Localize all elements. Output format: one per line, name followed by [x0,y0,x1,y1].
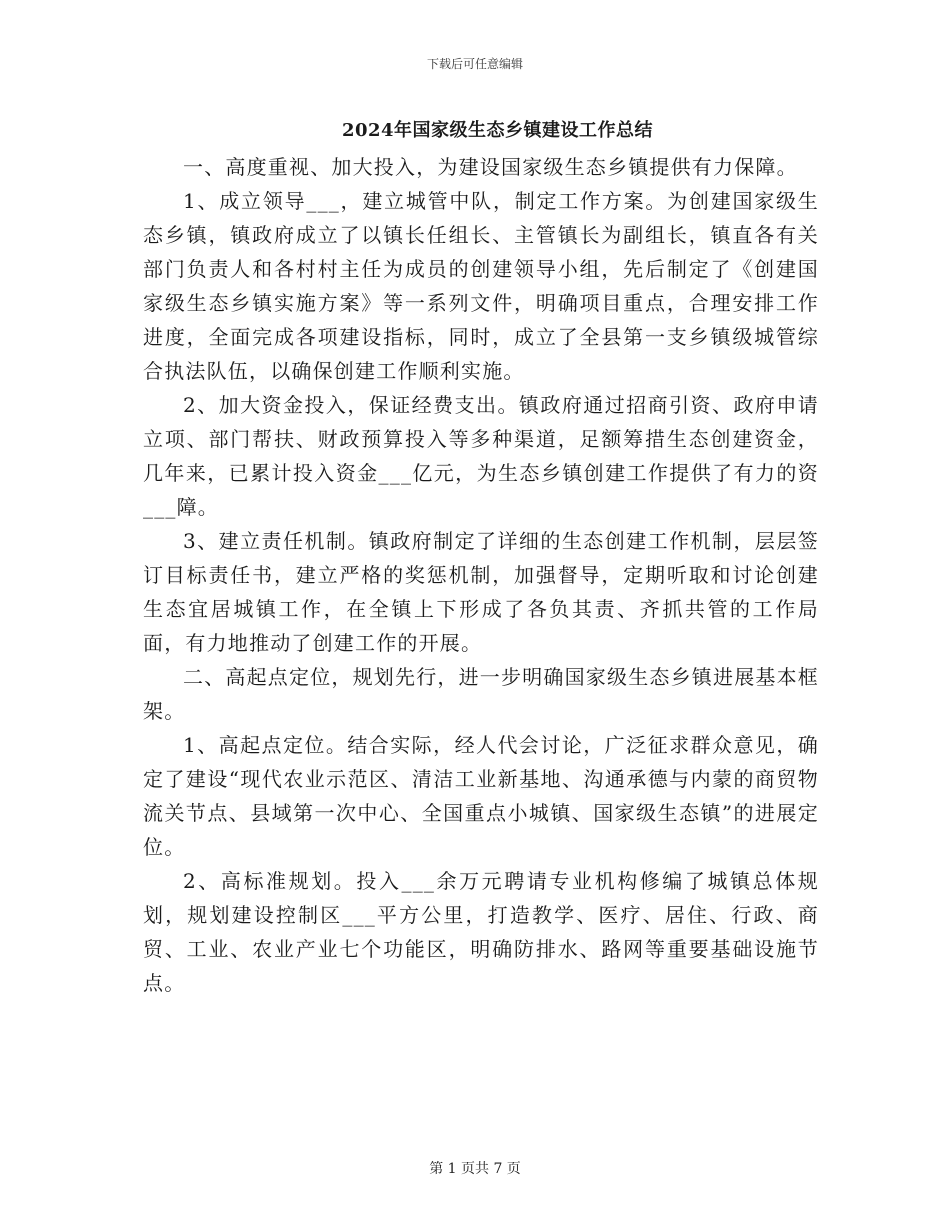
paragraph-1-3: 3、建立责任机制。镇政府制定了详细的生态创建工作机制，层层签订目标责任书，建立严格的奖惩机制，加强督导，定期听取和讨论创建生态宜居城镇工作，在全镇上下形成了各负其责、齐抓共管的工作局面，有力地推动了创建工作的开展。 [143,529,819,655]
document-body [143,150,819,1000]
page-number: 第 1 页共 7 页 [429,1161,521,1177]
paragraph-1-2: 2、加大资金投入，保证经费支出。镇政府通过招商引资、政府申请立项、部门帮扶、财政预算投入等多种渠道，足额筹措生态创建资金，几年来，已累计投入资金___亿元，为生态乡镇创建工作提供了有力的资___障。 [143,393,819,519]
section-heading-1: 一、高度重视、加大投入，为建设国家级生态乡镇提供有力保障。 [183,155,798,179]
document-title: 2024年国家级生态乡镇建设工作总结 [341,120,654,141]
section-heading-2: 二、高起点定位，规划先行，进一步明确国家级生态乡镇进展基本框架。 [143,665,819,723]
page-header-note: 下载后可任意编辑 [426,57,523,71]
paragraph-1-1: 1、成立领导___，建立城管中队，制定工作方案。为创建国家级生态乡镇，镇政府成立了以镇长任组长、主管镇长为副组长，镇直各有关部门负责人和各村村主任为成员的创建领导小组，先后制定了《创建国家级生态乡镇实施方案》等一系列文件，明确项目重点，合理安排工作进度，全面完成各项建设指标，同时，成立了全县第一支乡镇级城管综合执法队伍，以确保创建工作顺利实施。 [143,189,819,383]
paragraph-2-1: 1、高起点定位。结合实际，经人代会讨论，广泛征求群众意见，确定了建设“现代农业示范区、清洁工业新基地、沟通承德与内蒙的商贸物流关节点、县域第一次中心、全国重点小城镇、国家级生态镇”的进展定位。 [143,733,819,859]
paragraph-2-2: 2、高标准规划。投入___余万元聘请专业机构修编了城镇总体规划，规划建设控制区___平方公里，打造教学、医疗、居住、行政、商贸、工业、农业产业七个功能区，明确防排水、路网等重要基础设施节点。 [143,869,819,995]
